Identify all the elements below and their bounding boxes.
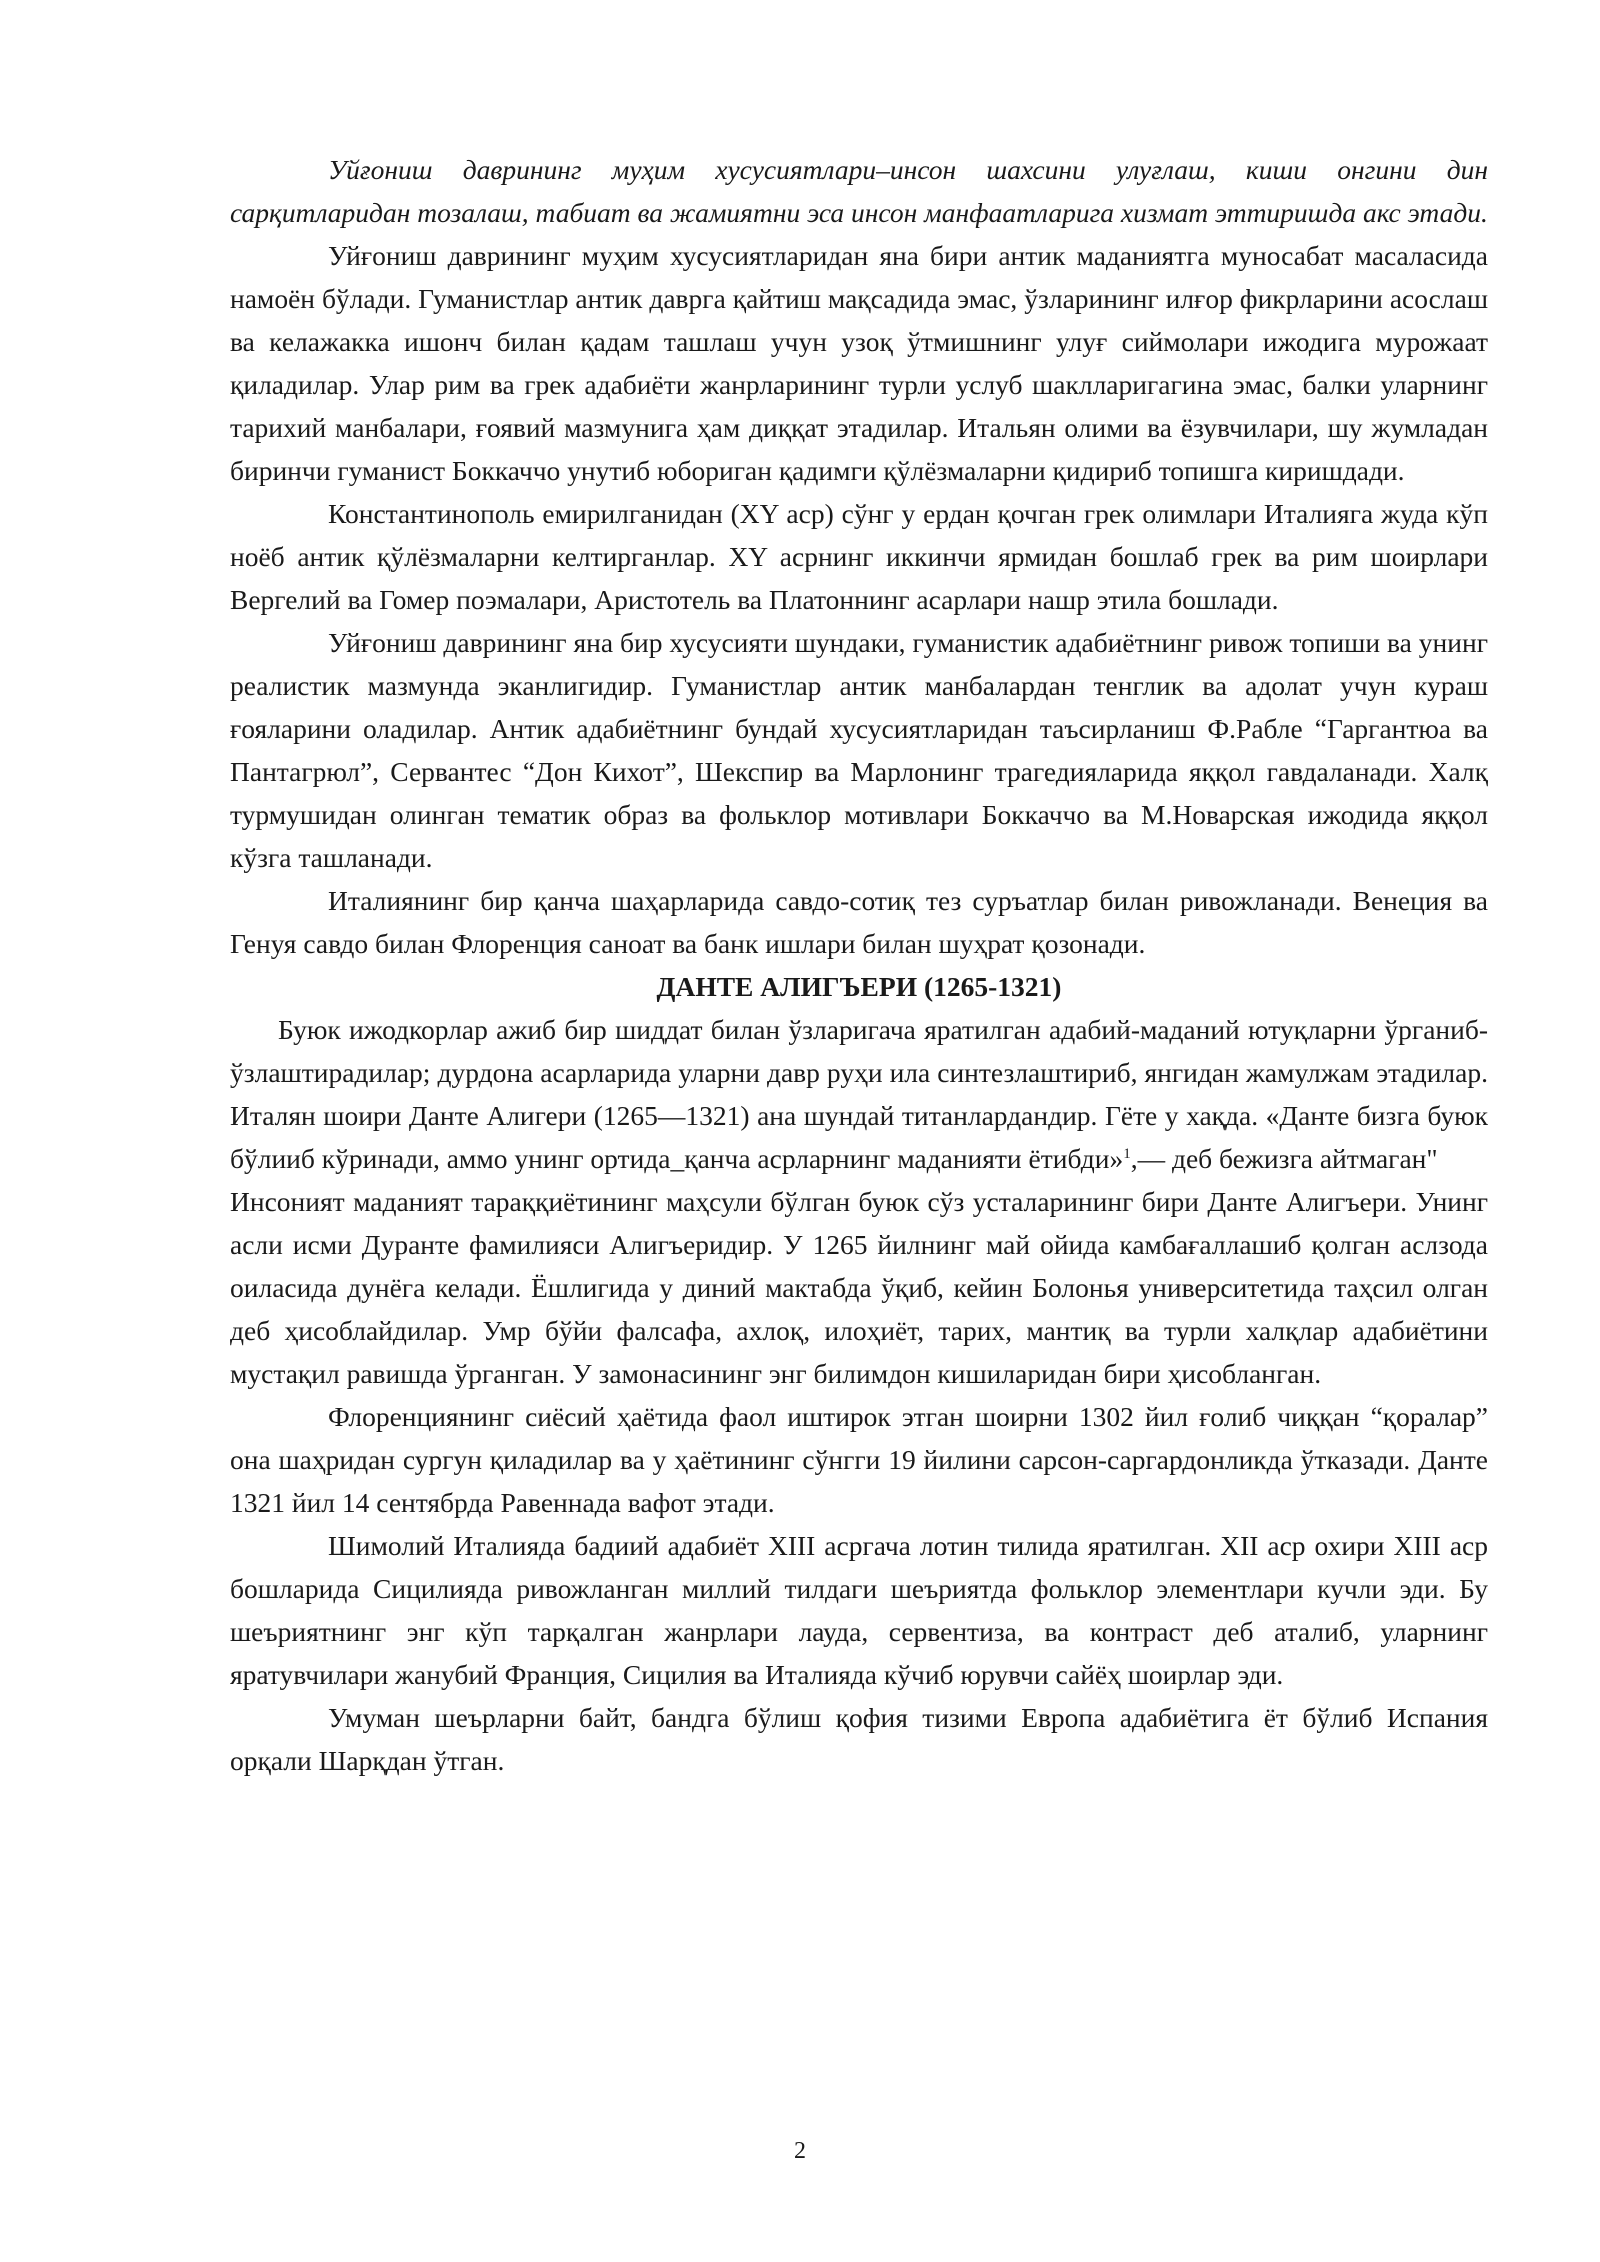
paragraph-humanist-literature: Уйғониш даврининг яна бир хусусияти шундаки, гуманистик адабиётнинг ривож топиши ва унинг реалистик мазмунда эканлигидир. Гуманистлар антик манбалардан тенглик ва адолат учун кураш ғояларини оладилар. Антик адабиётнинг бундай хусусиятларидан таъсирланиш Ф.Рабле “Гаргантюа ва Пантагрюл”, Сервантес “Дон Кихот”, Шекспир ва Марлонинг трагедияларида яққол гавдаланади. Халқ турмушидан олинган тематик образ ва фольклор мотивлари Боккаччо ва М.Новарская ижодида яққол кўзга ташланади. <box>230 627 1488 873</box>
document-page <box>230 148 1488 1782</box>
paragraph-constantinople: Константинополь емирилганидан (XY аср) сўнг у ердан қочган грек олимлари Италияга жуда кўп ноёб антик қўлёзмаларни келтирганлар. XY асрнинг иккинчи ярмидан бошлаб грек ва рим шоирлари Вергелий ва Гомер поэмалари, Аристотель ва Платоннинг асарлари нашр этила бошлади. <box>230 498 1488 615</box>
paragraph-great-creators <box>230 1008 1488 1180</box>
paragraph-exile: Флоренциянинг сиёсий ҳаётида фаол иштирок этган шоирни 1302 йил ғолиб чиққан “қоралар” она шаҳридан сургун қиладилар ва у ҳаётининг сўнгги 19 йилини сарсон-саргардонликда ўтказади. Данте 1321 йил 14 сентябрда Равеннада вафот этади. <box>230 1401 1488 1518</box>
paragraph-great-creators-text: Буюк ижодкорлар ажиб бир шиддат билан ўзларигача яратилган адабий-маданий ютуқларни ўрганиб- ўзлаштирадилар; дурдона асарларида уларни давр руҳи ила синтезлаштириб, янгидан жамулжам этадилар. Италян шоири Данте Алигери (1265—1321) ана шундай титанлардандир. Гёте у хақда. «Данте бизга буюк бўлииб кўринади, аммо унинг ортида_қанча асрларнинг маданияти ётибди» <box>230 1014 1488 1174</box>
paragraph-great-creators-tail: ,— деб бежизга айтмаган" <box>1130 1143 1438 1174</box>
paragraph-verse-forms: Умуман шеърларни байт, бандга бўлиш қофия тизими Европа адабиётига ёт бўлиб Испания орқали Шарқдан ўтган. <box>230 1702 1488 1776</box>
page-number: 2 <box>794 2138 806 2164</box>
paragraph-renaissance-features-italic: Уйғониш даврининг муҳим хусусиятлари–инсон шахсини улуғлаш, киши онгини дин сарқитларидан тозалаш, табиат ва жамиятни эса инсон манфаатларига хизмат эттиришда акс этади. <box>230 154 1488 228</box>
paragraph-dante-biography: Инсоният маданият тараққиётининг маҳсули бўлган буюк сўз усталарининг бири Данте Алигъери. Унинг асли исми Дуранте фамилияси Алигъеридир. У 1265 йилнинг май ойида камбағаллашиб қолган аслзода оиласида дунёга келади. Ёшлигида у диний мактабда ўқиб, кейин Болонья университетида таҳсил олган деб ҳисоблайдилар. Умр бўйи фалсафа, ахлоқ, илоҳиёт, тарих, мантиқ ва турли халқлар адабиётини мустақил равишда ўрганган. У замонасининг энг билимдон кишиларидан бири ҳисобланган. <box>230 1186 1488 1389</box>
footnote-marker: 1 <box>1123 1145 1131 1162</box>
paragraph-antique-culture: Уйғониш даврининг муҳим хусусиятларидан яна бири антик маданиятга муносабат масаласида намоён бўлади. Гуманистлар антик даврга қайтиш мақсадида эмас, ўзларининг илғор фикрларини асослаш ва келажакка ишонч билан қадам ташлаш учун узоқ ўтмишнинг улуғ сиймолари ижодига мурожаат қиладилар. Улар рим ва грек адабиёти жанрларининг турли услуб шаклларигагина эмас, балки уларнинг тарихий манбалари, ғоявий мазмунига ҳам диққат этадилар. Итальян олими ва ёзувчилари, шу жумладан биринчи гуманист Боккаччо унутиб юбориган қадимги қўлёзмаларни қидириб топишга киришдади. <box>230 240 1488 486</box>
paragraph-italian-cities: Италиянинг бир қанча шаҳарларида савдо-сотиқ тез суръатлар билан ривожланади. Венеция ва Генуя савдо билан Флоренция саноат ва банк ишлари билан шуҳрат қозонади. <box>230 885 1488 959</box>
section-heading-dante: ДАНТЕ АЛИГЪЕРИ (1265-1321) <box>656 971 1062 1002</box>
paragraph-north-italy-literature: Шимолий Италияда бадиий адабиёт XIII асргача лотин тилида яратилган. XII аср охири XIII аср бошларида Сицилияда ривожланган миллий тилдаги шеъриятда фольклор элементлари кучли эди. Бу шеъриятнинг энг кўп тарқалган жанрлари лауда, сервентиза, ва контраст деб аталиб, уларнинг яратувчилари жанубий Франция, Сицилия ва Италияда кўчиб юрувчи сайёҳ шоирлар эди. <box>230 1530 1488 1690</box>
